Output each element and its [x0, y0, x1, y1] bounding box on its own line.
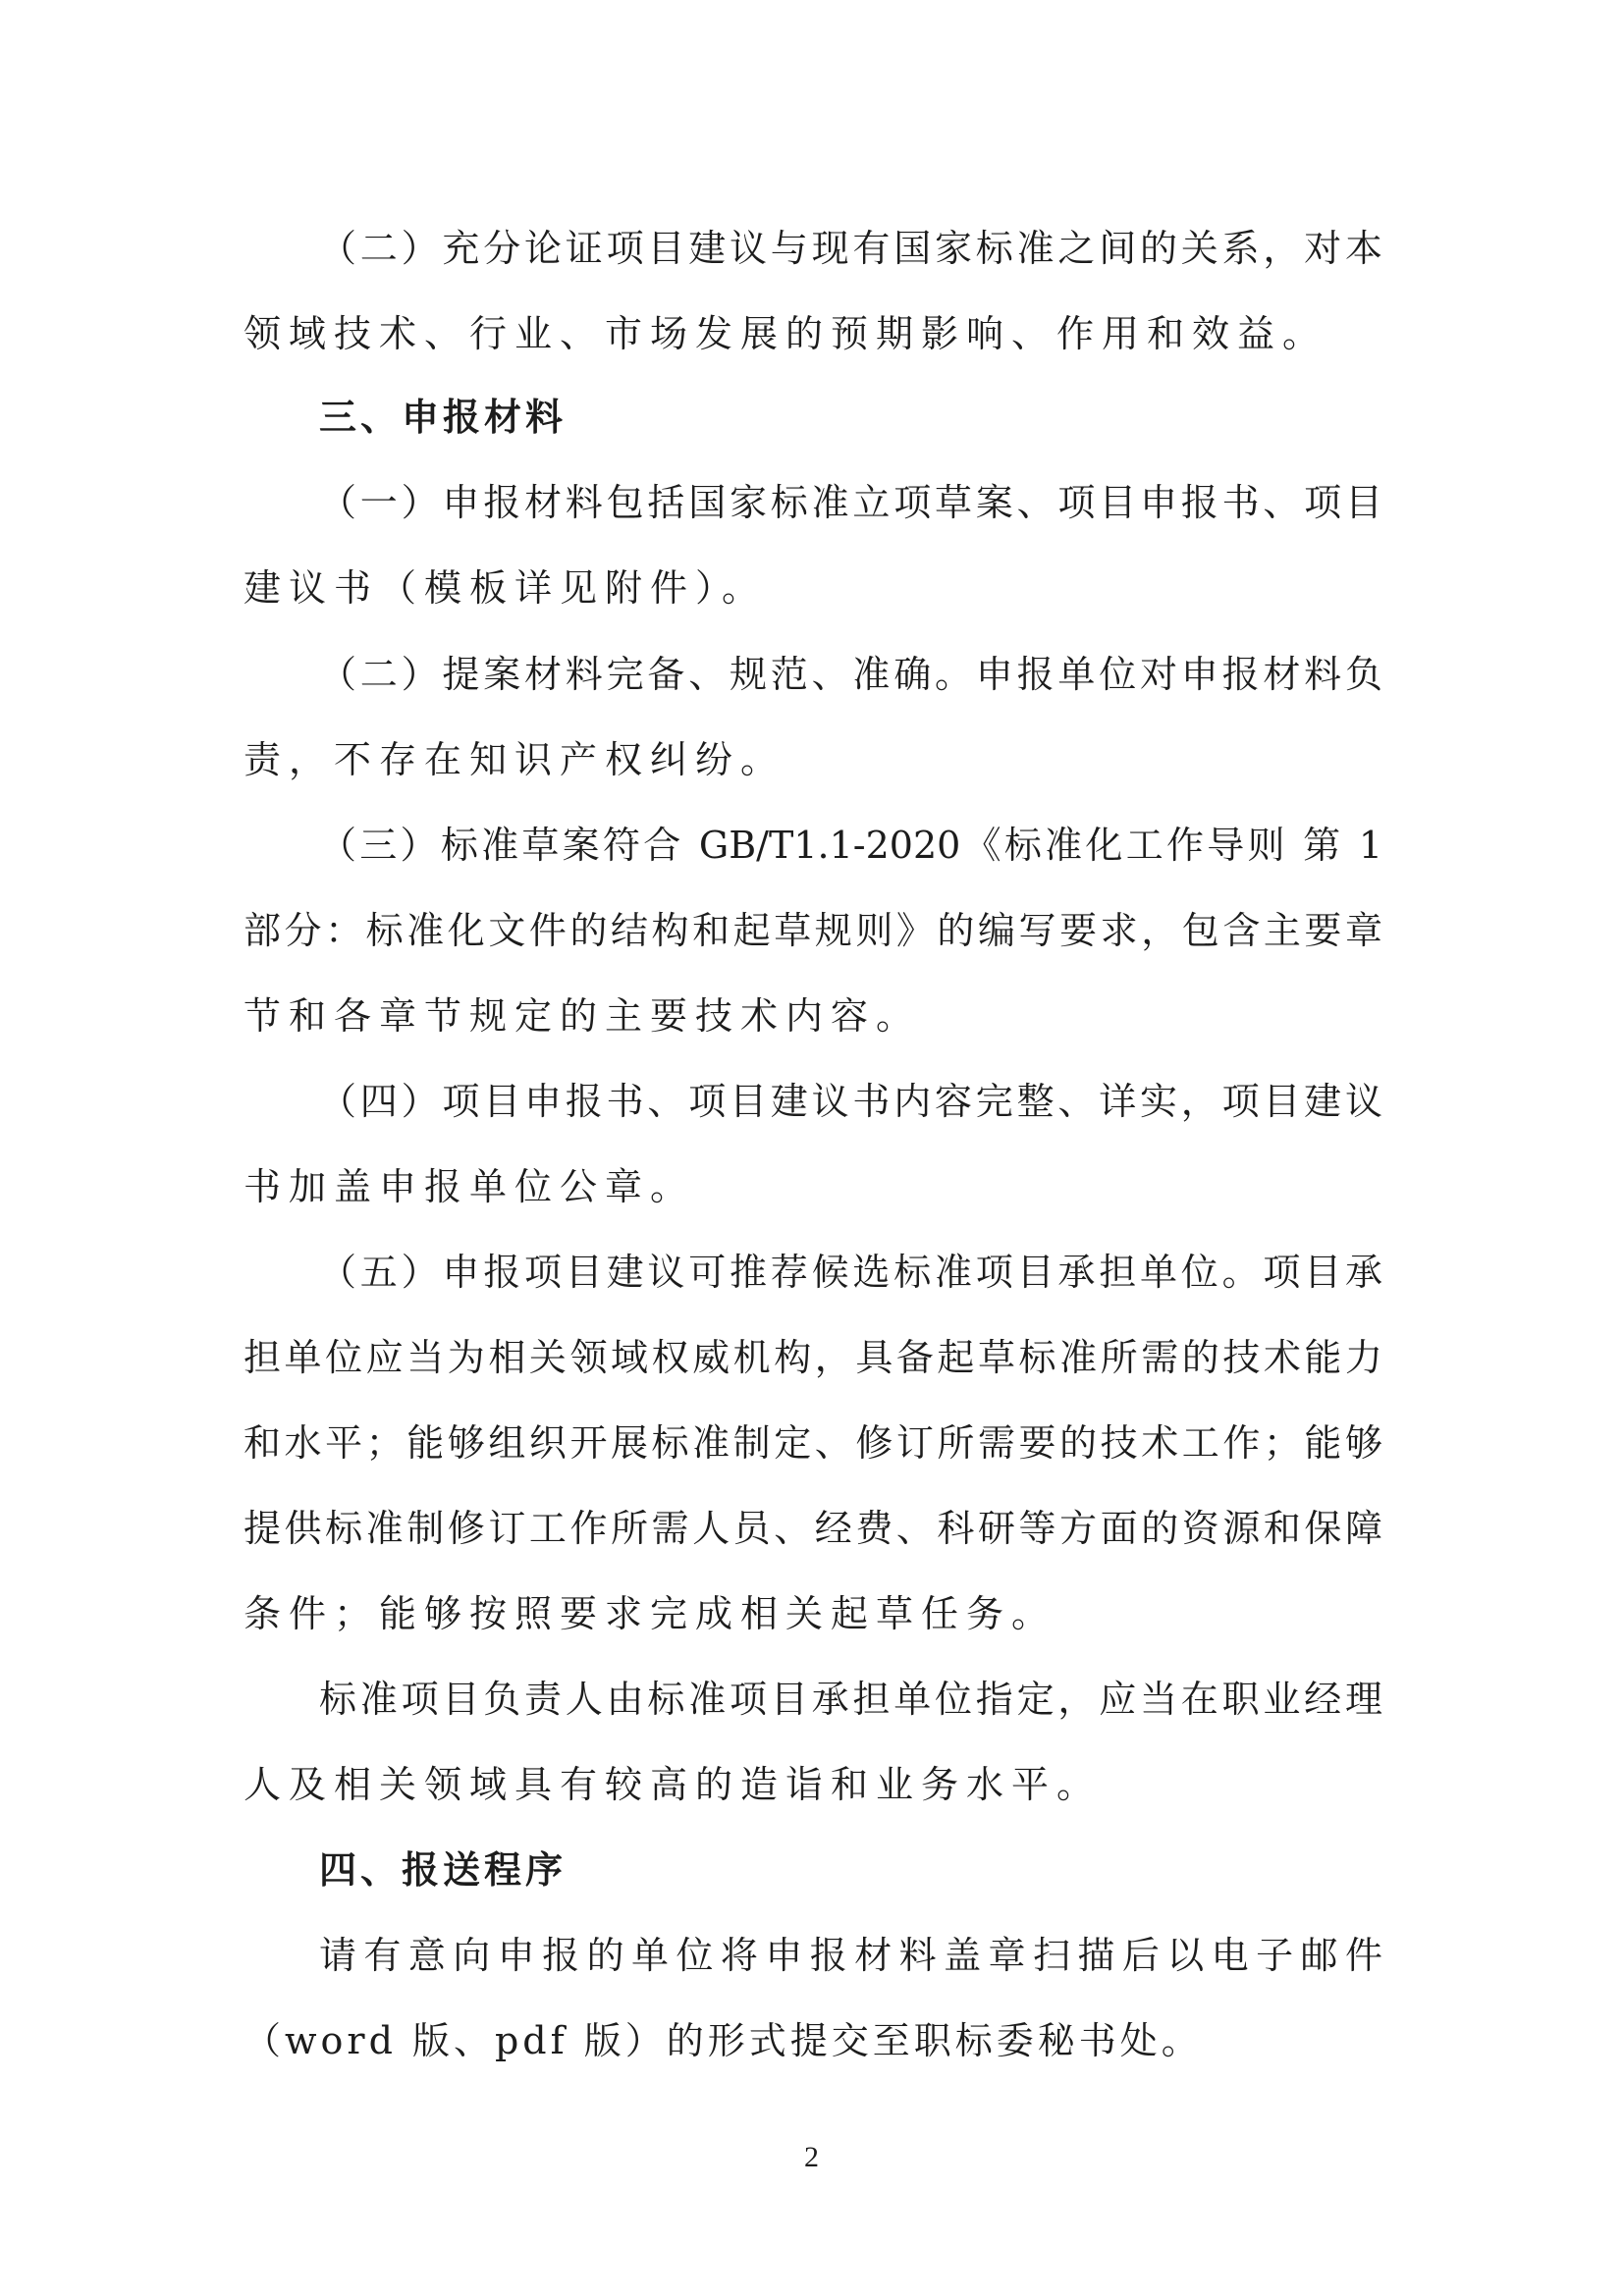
paragraph-line: 担单位应当为相关领域权威机构，具备起草标准所需的技术能力	[243, 1336, 1382, 1379]
section-heading-procedure: 四、报送程序	[319, 1848, 568, 1892]
paragraph-line: 标准项目负责人由标准项目承担单位指定，应当在职业经理	[319, 1678, 1382, 1721]
paragraph-line: （三）标准草案符合 GB/T1.1-2020《标准化工作导则 第 1	[319, 824, 1382, 867]
paragraph-line: （二）提案材料完备、规范、准确。申报单位对申报材料负	[319, 653, 1382, 696]
page-number: 2	[804, 2141, 819, 2173]
paragraph-line: 部分：标准化文件的结构和起草规则》的编写要求，包含主要章	[243, 909, 1382, 952]
section-heading-materials: 三、申报材料	[319, 396, 568, 439]
paragraph-line: （二）充分论证项目建议与现有国家标准之间的关系，对本	[319, 227, 1382, 270]
paragraph-line: 条件；能够按照要求完成相关起草任务。	[243, 1592, 1057, 1635]
paragraph-line: （word 版、pdf 版）的形式提交至职标委秘书处。	[243, 2019, 1203, 2062]
paragraph-line: （五）申报项目建议可推荐候选标准项目承担单位。项目承	[319, 1251, 1382, 1294]
paragraph-line: 请有意向申报的单位将申报材料盖章扫描后以电子邮件	[319, 1934, 1382, 1977]
paragraph-line: 提供标准制修订工作所需人员、经费、科研等方面的资源和保障	[243, 1507, 1382, 1550]
paragraph-line: （四）项目申报书、项目建议书内容完整、详实，项目建议	[319, 1080, 1382, 1123]
paragraph-line: （一）申报材料包括国家标准立项草案、项目申报书、项目	[319, 481, 1382, 524]
paragraph-line: 节和各章节规定的主要技术内容。	[243, 994, 922, 1038]
paragraph-line: 和水平；能够组织开展标准制定、修订所需要的技术工作；能够	[243, 1421, 1382, 1465]
paragraph-line: 书加盖申报单位公章。	[243, 1165, 696, 1208]
paragraph-line: 领域技术、行业、市场发展的预期影响、作用和效益。	[243, 312, 1328, 355]
paragraph-line: 建议书（模板详见附件）。	[243, 566, 768, 610]
paragraph-line: 责，不存在知识产权纠纷。	[243, 738, 786, 781]
paragraph-line: 人及相关领域具有较高的造诣和业务水平。	[243, 1763, 1103, 1806]
